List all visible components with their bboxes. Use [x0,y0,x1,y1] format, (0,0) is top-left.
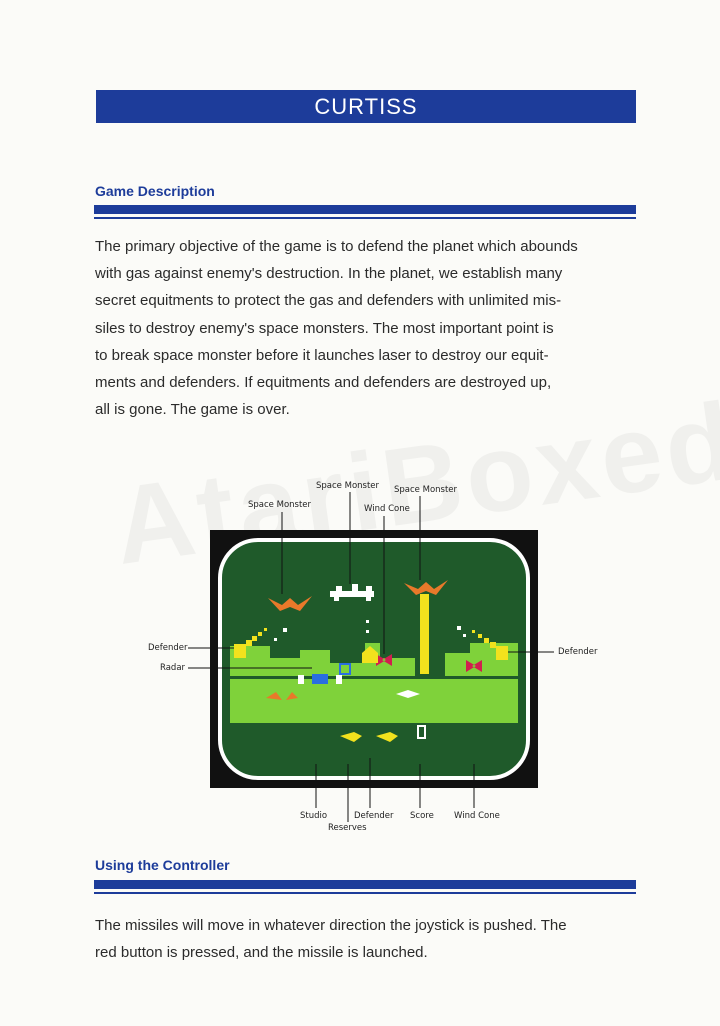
text-line: siles to destroy enemy's space monsters. The most important point is [95,319,554,337]
game-description-text [95,233,635,423]
text-line: all is gone. The game is over. [95,401,290,419]
label-reserves: Reserves [328,823,367,833]
text-line: with gas against enemy's destruction. In the planet, we establish many [95,265,563,283]
page-title: CURTISS [96,90,636,123]
section-rule-using-controller [94,880,636,894]
label-space-monster-left: Space Monster [248,500,312,510]
label-defender-left: Defender [148,643,188,653]
section-heading-using-controller: Using the Controller [95,857,230,873]
label-score: Score [410,811,434,821]
label-wind-cone-bottom: Wind Cone [454,811,500,821]
laser-beam [420,594,429,674]
section-heading-game-description: Game Description [95,183,215,199]
label-space-monster-right: Space Monster [394,485,458,495]
text-line: The missiles will move in whatever direction the joystick is pushed. The [95,917,567,934]
text-line: secret equitments to protect the gas and defenders with unlimited mis- [95,292,562,310]
controller-text [95,912,635,966]
game-screen-figure [140,478,610,838]
label-radar: Radar [160,663,186,673]
label-space-monster-center: Space Monster [316,481,380,491]
label-wind-cone-top: Wind Cone [364,504,410,514]
label-defender-bottom: Defender [354,811,394,821]
label-defender-right: Defender [558,647,598,657]
label-studio: Studio [300,811,328,821]
text-line: ments and defenders. If equitments and defenders are destroyed up, [95,374,552,392]
text-line: to break space monster before it launches laser to destroy our equit- [95,346,549,364]
text-line: red button is pressed, and the missile is launched. [95,944,428,962]
game-screen-illustration [140,478,610,838]
section-rule-game-description [94,205,636,219]
radar [312,674,328,684]
text-line: The primary objective of the game is to defend the planet which abounds [95,238,578,255]
